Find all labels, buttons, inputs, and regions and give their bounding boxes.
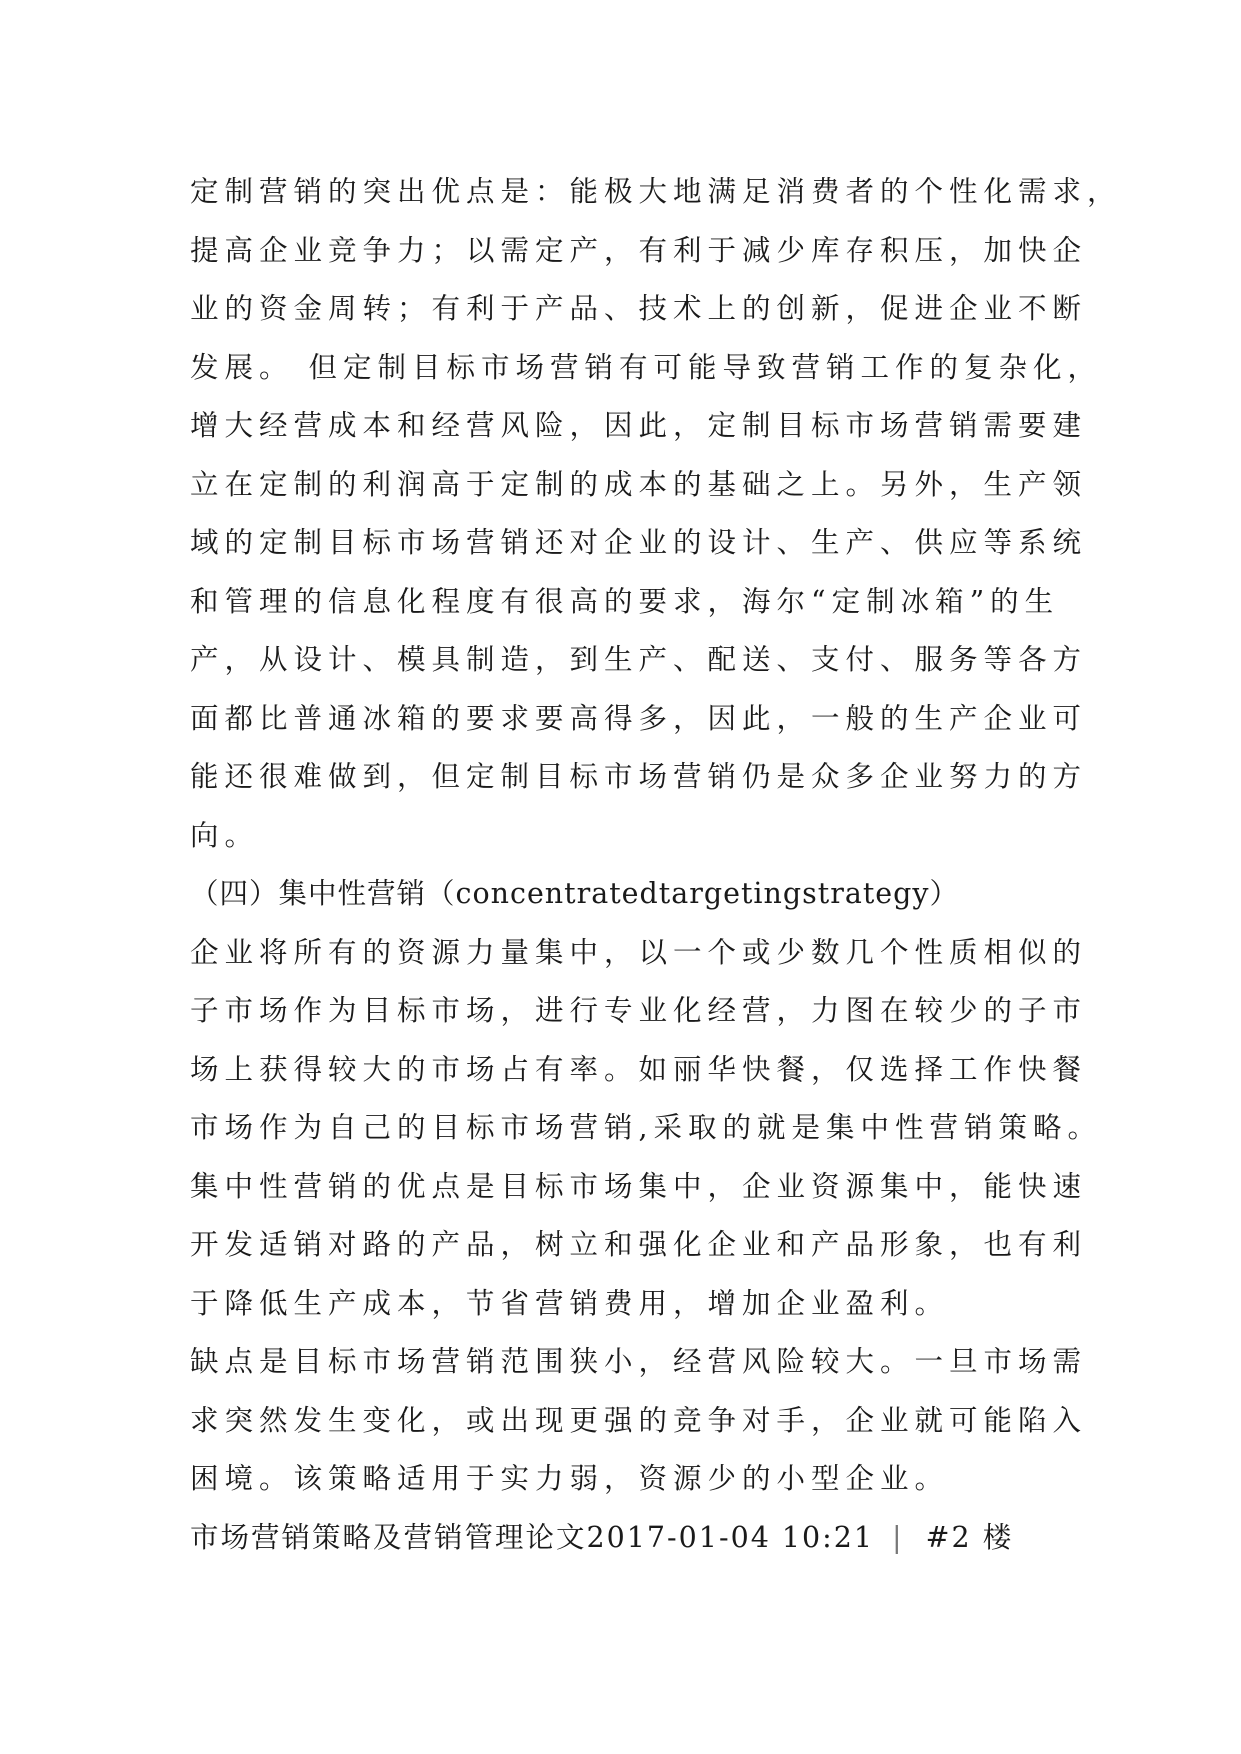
post-title: 市场营销策略及营销管理论文 xyxy=(190,1520,587,1554)
paragraph-line: 困境。该策略适用于实力弱，资源少的小型企业。 xyxy=(190,1462,950,1495)
paragraph-line: 能还很难做到，但定制目标市场营销仍是众多企业努力的方 xyxy=(190,760,1088,793)
paragraph-line: 子市场作为目标市场，进行专业化经营，力图在较少的子市 xyxy=(190,994,1088,1027)
post-floor: #2 楼 xyxy=(925,1520,1014,1554)
paragraph-line: 向。 xyxy=(190,818,260,852)
post-footer xyxy=(190,1509,1090,1568)
paragraph-line: 集中性营销的优点是目标市场集中，企业资源集中，能快速 xyxy=(190,1169,1088,1203)
article-body xyxy=(190,163,1122,1567)
section-heading: （四）集中性营销（concentratedtargetingstrategy） xyxy=(190,877,959,910)
paragraph-line: 缺点是目标市场营销范围狭小，经营风险较大。一旦市场需 xyxy=(190,1345,1088,1378)
paragraph-line: 提高企业竞争力；以需定产，有利于减少库存积压，加快企 xyxy=(190,233,1088,267)
paragraph-line: 面都比普通冰箱的要求要高得多，因此，一般的生产企业可 xyxy=(190,701,1088,735)
paragraph-line: 立在定制的利润高于定制的成本的基础之上。另外，生产领 xyxy=(190,467,1088,501)
footer-separator: | xyxy=(892,1520,904,1554)
post-datetime: 2017-01-04 10:21 xyxy=(586,1520,875,1554)
paragraph-line: 求突然发生变化，或出现更强的竞争对手，企业就可能陷入 xyxy=(190,1403,1088,1437)
paragraph-line: 域的定制目标市场营销还对企业的设计、生产、供应等系统 xyxy=(190,526,1088,559)
paragraph-line: 市场作为自己的目标市场营销,采取的就是集中性营销策略。 xyxy=(190,1111,1103,1144)
paragraph-line: 增大经营成本和经营风险，因此，定制目标市场营销需要建 xyxy=(190,409,1088,442)
paragraph-line: 产，从设计、模具制造，到生产、配送、支付、服务等各方 xyxy=(190,643,1088,676)
paragraph-line: 发展。 但定制目标市场营销有可能导致营销工作的复杂化， xyxy=(190,350,1103,384)
paragraph-line: 场上获得较大的市场占有率。如丽华快餐，仅选择工作快餐 xyxy=(190,1052,1088,1086)
paragraph-line: 定制营销的突出优点是：能极大地满足消费者的个性化需求， xyxy=(190,175,1122,208)
paragraph-line: 业的资金周转；有利于产品、技术上的创新，促进企业不断 xyxy=(190,292,1088,325)
paragraph-line: 和管理的信息化程度有很高的要求，海尔“定制冰箱”的生 xyxy=(190,584,1060,618)
paragraph-line: 开发适销对路的产品，树立和强化企业和产品形象，也有利 xyxy=(190,1228,1088,1261)
paragraph-line: 企业将所有的资源力量集中，以一个或少数几个性质相似的 xyxy=(190,935,1088,969)
paragraph-line: 于降低生产成本，节省营销费用，增加企业盈利。 xyxy=(190,1286,950,1320)
